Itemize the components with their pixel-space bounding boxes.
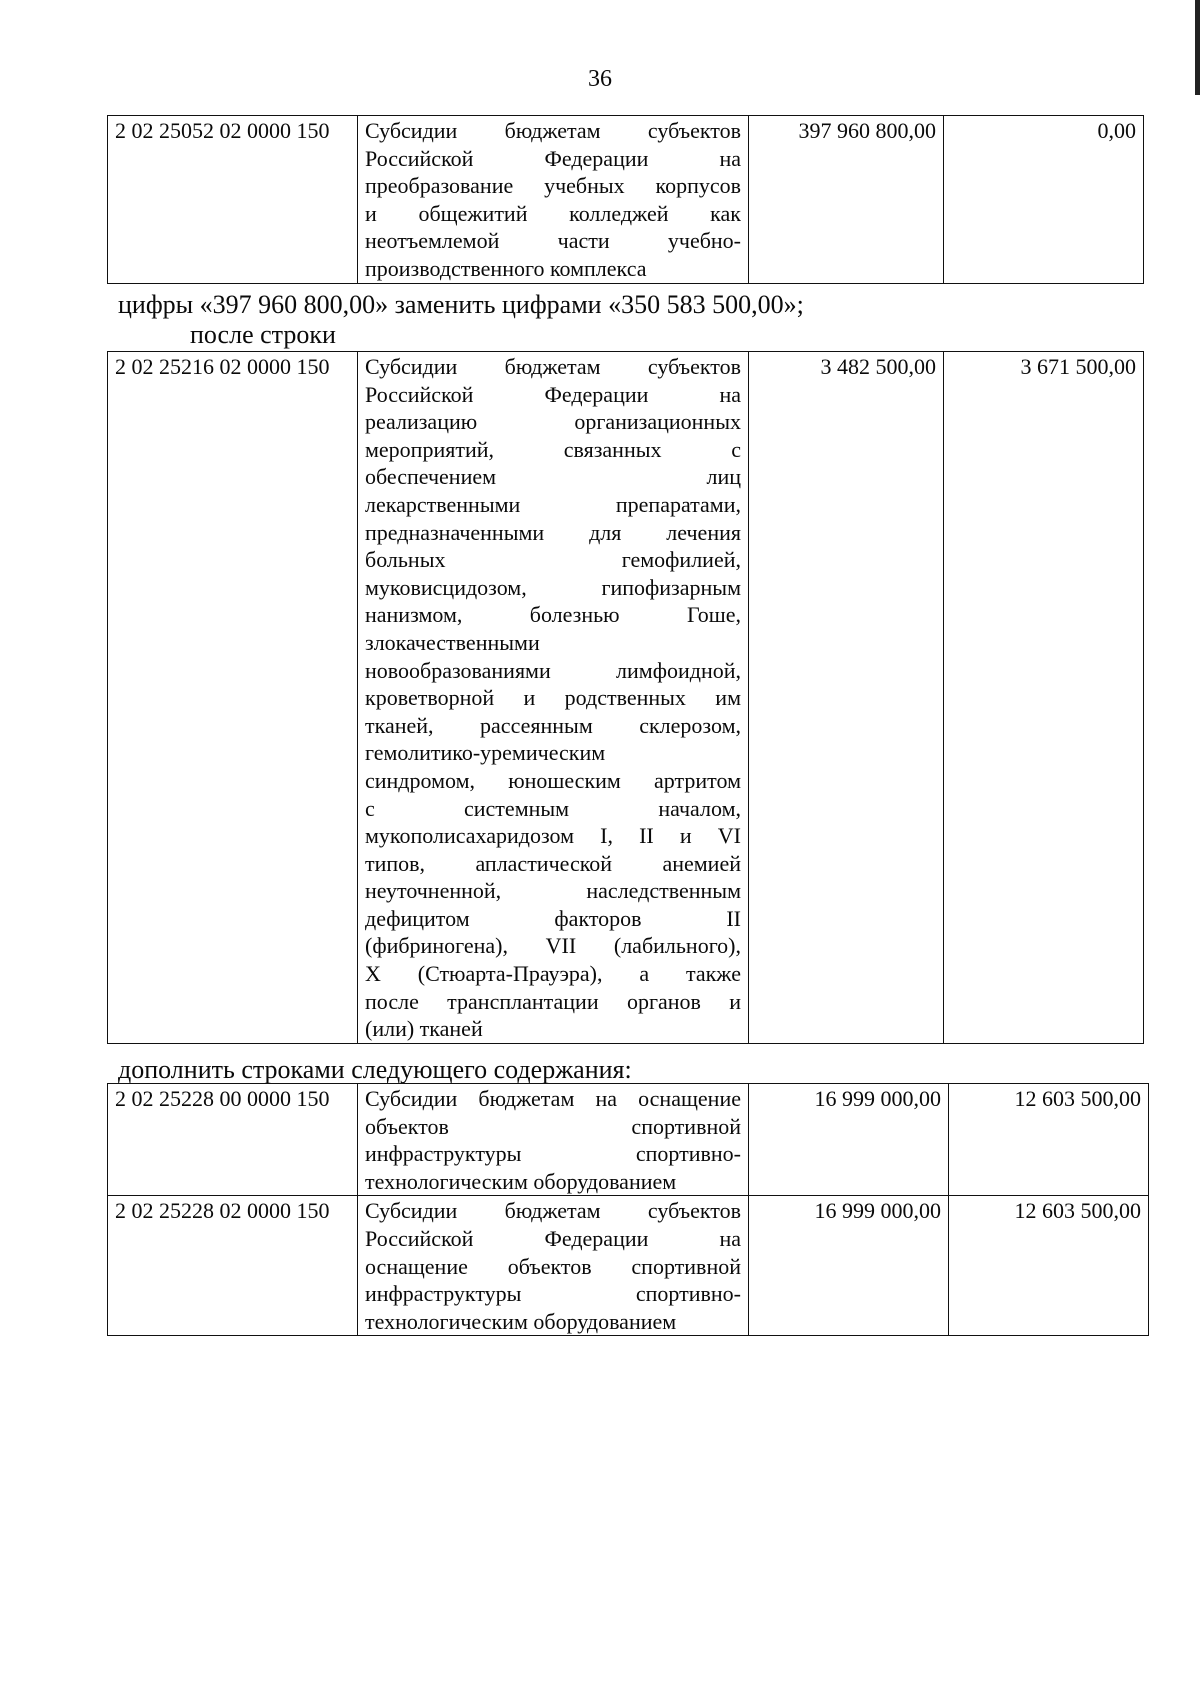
description-line: неотъемлемой части учебно- [365, 228, 741, 254]
description-line: обеспечением лиц [365, 464, 741, 490]
description-line: злокачественными [365, 629, 540, 655]
amount-cell-2: 12 603 500,00 [949, 1084, 1149, 1196]
description-line: (или) тканей [365, 1016, 483, 1042]
description-line: объектов спортивной [365, 1113, 741, 1139]
description-line: Российской Федерации на [365, 1225, 741, 1251]
budget-table-1 [107, 115, 1144, 284]
description-line: гемолитико-уремическим [365, 740, 606, 766]
description-line: инфраструктуры спортивно- [365, 1281, 741, 1307]
after-row-instruction: после строки [190, 320, 336, 349]
description-line: дефицитом факторов II [365, 905, 741, 931]
description-line: типов, апластической анемией [365, 850, 741, 876]
amount-cell-1: 3 482 500,00 [749, 352, 944, 1044]
description-line: преобразование учебных корпусов [365, 173, 741, 199]
table-3-body [108, 1084, 1149, 1336]
description-line: реализацию организационных [365, 409, 741, 435]
income-code-cell: 2 02 25216 02 0000 150 [108, 352, 358, 1044]
description-line: X (Стюарта-Прауэра), а также [365, 961, 741, 987]
description-line: Субсидии бюджетам на оснащение [365, 1086, 741, 1111]
table-row [108, 1196, 1149, 1336]
description-line: Субсидии бюджетам субъектов [365, 1198, 741, 1224]
description-line: предназначенными для лечения [365, 519, 741, 545]
description-cell [358, 352, 749, 1044]
table-1-body [108, 116, 1144, 284]
description-line: технологическим оборудованием [365, 1308, 677, 1334]
description-line: муковисцидозом, гипофизарным [365, 574, 741, 600]
description-line: новообразованиями лимфоидной, [365, 657, 741, 683]
budget-table-2 [107, 351, 1144, 1044]
description-line: Российской Федерации на [365, 145, 741, 171]
table-row [108, 116, 1144, 284]
description-line: мероприятий, связанных с [365, 436, 741, 462]
description-line: синдромом, юношеским артритом [365, 767, 741, 793]
description-line: неуточненной, наследственным [365, 878, 741, 904]
description-line: технологическим оборудованием [365, 1168, 677, 1194]
income-code-cell: 2 02 25052 02 0000 150 [108, 116, 358, 284]
description-cell [358, 1196, 749, 1336]
amount-cell-1: 397 960 800,00 [749, 116, 944, 284]
description-line: с системным началом, [365, 795, 741, 821]
description-line: кроветворной и родственных им [365, 685, 741, 711]
income-code-cell: 2 02 25228 02 0000 150 [108, 1196, 358, 1336]
description-line: инфраструктуры спортивно- [365, 1141, 741, 1167]
page-number: 36 [588, 66, 612, 92]
table-row [108, 352, 1144, 1044]
amount-cell-1: 16 999 000,00 [749, 1084, 949, 1196]
description-cell [358, 116, 749, 284]
income-code-cell: 2 02 25228 00 0000 150 [108, 1084, 358, 1196]
description-line: после трансплантации органов и [365, 988, 741, 1014]
amount-cell-2: 0,00 [944, 116, 1144, 284]
replace-instruction: цифры «397 960 800,00» заменить цифрами «350 583 500,00»; [118, 290, 804, 319]
description-line: больных гемофилией, [365, 547, 741, 573]
description-cell [358, 1084, 749, 1196]
description-line: и общежитий колледжей как [365, 200, 741, 226]
description-line: нанизмом, болезнью Гоше, [365, 602, 741, 628]
amount-cell-2: 3 671 500,00 [944, 352, 1144, 1044]
description-line: мукополисахаридозом I, II и VI [365, 823, 741, 849]
description-line: Российской Федерации на [365, 381, 741, 407]
description-line: лекарственными препаратами, [365, 491, 741, 517]
table-row [108, 1084, 1149, 1196]
description-line: производственного комплекса [365, 255, 647, 281]
description-line: (фибриногена), VII (лабильного), [365, 933, 741, 959]
description-line: Субсидии бюджетам субъектов [365, 354, 741, 379]
description-line: Субсидии бюджетам субъектов [365, 118, 741, 143]
amount-cell-1: 16 999 000,00 [749, 1196, 949, 1336]
budget-table-3 [107, 1083, 1149, 1336]
amount-cell-2: 12 603 500,00 [949, 1196, 1149, 1336]
add-rows-instruction: дополнить строками следующего содержания: [118, 1055, 632, 1084]
description-line: тканей, рассеянным склерозом, [365, 712, 741, 738]
description-line: оснащение объектов спортивной [365, 1253, 741, 1279]
table-2-body [108, 352, 1144, 1044]
